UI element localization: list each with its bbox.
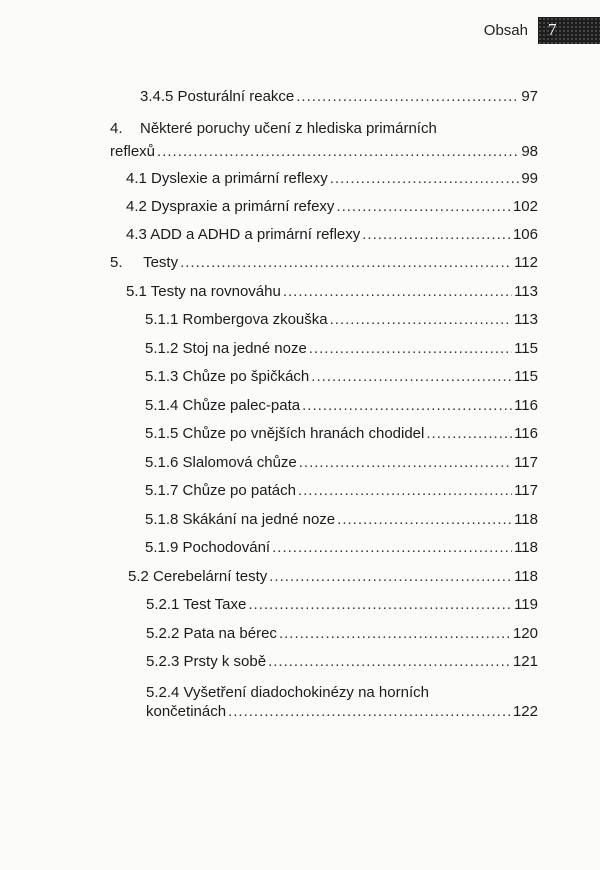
toc-leader-dots xyxy=(279,625,511,642)
toc-entry-page: 97 xyxy=(521,88,538,105)
toc-leader-dots xyxy=(362,226,511,243)
toc-entry-page: 116 xyxy=(514,397,538,414)
toc-entry-title: 5.1.1 Rombergova zkouška xyxy=(145,311,328,328)
toc-leader-dots xyxy=(337,511,512,528)
toc-entry-title: 5.1 Testy na rovnováhu xyxy=(126,283,281,300)
toc-entry-5-1-5[interactable] xyxy=(145,425,538,442)
toc-leader-dots xyxy=(302,397,512,414)
toc-leader-dots xyxy=(296,88,519,105)
toc-entry-title: 5.2 Cerebelární testy xyxy=(128,568,268,585)
toc-leader-dots xyxy=(269,568,512,585)
page-number: 7 xyxy=(548,20,557,39)
toc-leader-dots xyxy=(157,143,519,160)
toc-entry-page: 117 xyxy=(514,482,538,499)
toc-entry-5-1[interactable] xyxy=(126,283,538,300)
toc-entry-5-1-8[interactable] xyxy=(145,511,538,528)
toc-entry-title: 5.1.3 Chůze po špičkách xyxy=(145,368,310,385)
toc-leader-dots xyxy=(299,454,512,471)
toc-entry-title-line1[interactable]: 5.2.4 Vyšetření diadochokinézy na horních xyxy=(146,684,429,701)
toc-entry-5-1-1[interactable] xyxy=(145,311,538,328)
toc-entry-page: 118 xyxy=(514,511,538,528)
toc-entry-5-2-3[interactable] xyxy=(146,653,538,670)
toc-entry-5-1-3[interactable] xyxy=(145,368,538,385)
toc-entry-title: 5.2.1 Test Taxe xyxy=(146,596,247,613)
toc-entry-title: 5.1.5 Chůze po vnějších hranách chodidel xyxy=(145,425,425,442)
toc-entry-page: 117 xyxy=(514,454,538,471)
toc-leader-dots xyxy=(248,596,512,613)
toc-entry-page: 118 xyxy=(514,568,538,585)
toc-entry-title: 5.2.2 Pata na bérec xyxy=(146,625,277,642)
toc-entry-5[interactable] xyxy=(110,254,538,271)
toc-entry-title: 5.1.7 Chůze po patách xyxy=(145,482,296,499)
toc-entry-page: 115 xyxy=(514,340,538,357)
toc-entry-page: 102 xyxy=(512,198,538,215)
toc-entry-4[interactable] xyxy=(110,143,538,160)
toc-leader-dots xyxy=(336,198,511,215)
toc-entry-5-1-6[interactable] xyxy=(145,454,538,471)
toc-entry-title: 3.4.5 Posturální reakce xyxy=(140,88,295,105)
toc-entry-page: 121 xyxy=(512,653,538,670)
toc-entry-page: 112 xyxy=(514,254,538,271)
toc-entry-title-line1[interactable]: Některé poruchy učení z hlediska primárních xyxy=(140,120,437,137)
toc-entry-title: 5.1.6 Slalomová chůze xyxy=(145,454,297,471)
toc-leader-dots xyxy=(228,703,511,720)
toc-leader-dots xyxy=(283,283,512,300)
toc-entry-page: 113 xyxy=(514,283,538,300)
toc-entry-4-1[interactable] xyxy=(126,170,538,187)
toc-entry-5-2-2[interactable] xyxy=(146,625,538,642)
toc-leader-dots xyxy=(268,653,511,670)
toc-entry-4-3[interactable] xyxy=(126,226,538,243)
toc-entry-page: 119 xyxy=(514,596,538,613)
toc-leader-dots xyxy=(330,311,512,328)
toc-leader-dots xyxy=(311,368,512,385)
toc-entry-page: 122 xyxy=(512,703,538,720)
toc-leader-dots xyxy=(426,425,512,442)
running-header-title: Obsah xyxy=(483,22,528,39)
toc-entry-5-1-4[interactable] xyxy=(145,397,538,414)
toc-entry-4-2[interactable] xyxy=(126,198,538,215)
toc-entry-title: 5.1.9 Pochodování xyxy=(145,539,271,556)
toc-entry-title: 5. Testy xyxy=(110,254,179,271)
toc-entry-page: 118 xyxy=(514,539,538,556)
toc-entry-5-2-4[interactable] xyxy=(146,703,538,720)
toc-entry-title-line2: reflexů xyxy=(110,143,156,160)
toc-entry-5-2-1[interactable] xyxy=(146,596,538,613)
toc-entry-title: 5.1.4 Chůze palec-pata xyxy=(145,397,301,414)
toc-leader-dots xyxy=(180,254,512,271)
toc-entry-title: 4.2 Dyspraxie a primární refexy xyxy=(126,198,335,215)
toc-entry-page: 115 xyxy=(514,368,538,385)
toc-entry-title-line2: končetinách xyxy=(146,703,227,720)
toc-entry-5-2[interactable] xyxy=(128,568,538,585)
toc-entry-page: 99 xyxy=(521,170,538,187)
toc-entry-title: 5.1.8 Skákání na jedné noze xyxy=(145,511,336,528)
toc-entry-title: 5.1.2 Stoj na jedné noze xyxy=(145,340,307,357)
toc-leader-dots xyxy=(272,539,512,556)
toc-leader-dots xyxy=(330,170,520,187)
toc-entry-page: 116 xyxy=(514,425,538,442)
toc-leader-dots xyxy=(309,340,512,357)
toc-entry-page: 120 xyxy=(512,625,538,642)
toc-entry-page: 98 xyxy=(521,143,538,160)
toc-entry-title: 4.3 ADD a ADHD a primární reflexy xyxy=(126,226,361,243)
toc-entry-5-1-2[interactable] xyxy=(145,340,538,357)
toc-entry-5-1-9[interactable] xyxy=(145,539,538,556)
toc-entry-title: 4.1 Dyslexie a primární reflexy xyxy=(126,170,328,187)
toc-entry-page: 106 xyxy=(512,226,538,243)
toc-entry-number: 4. xyxy=(110,120,123,137)
toc-entry-title: 5.2.3 Prsty k sobě xyxy=(146,653,267,670)
toc-entry-3-4-5[interactable] xyxy=(140,88,538,105)
toc-entry-5-1-7[interactable] xyxy=(145,482,538,499)
toc-leader-dots xyxy=(298,482,512,499)
toc-entry-page: 113 xyxy=(514,311,538,328)
